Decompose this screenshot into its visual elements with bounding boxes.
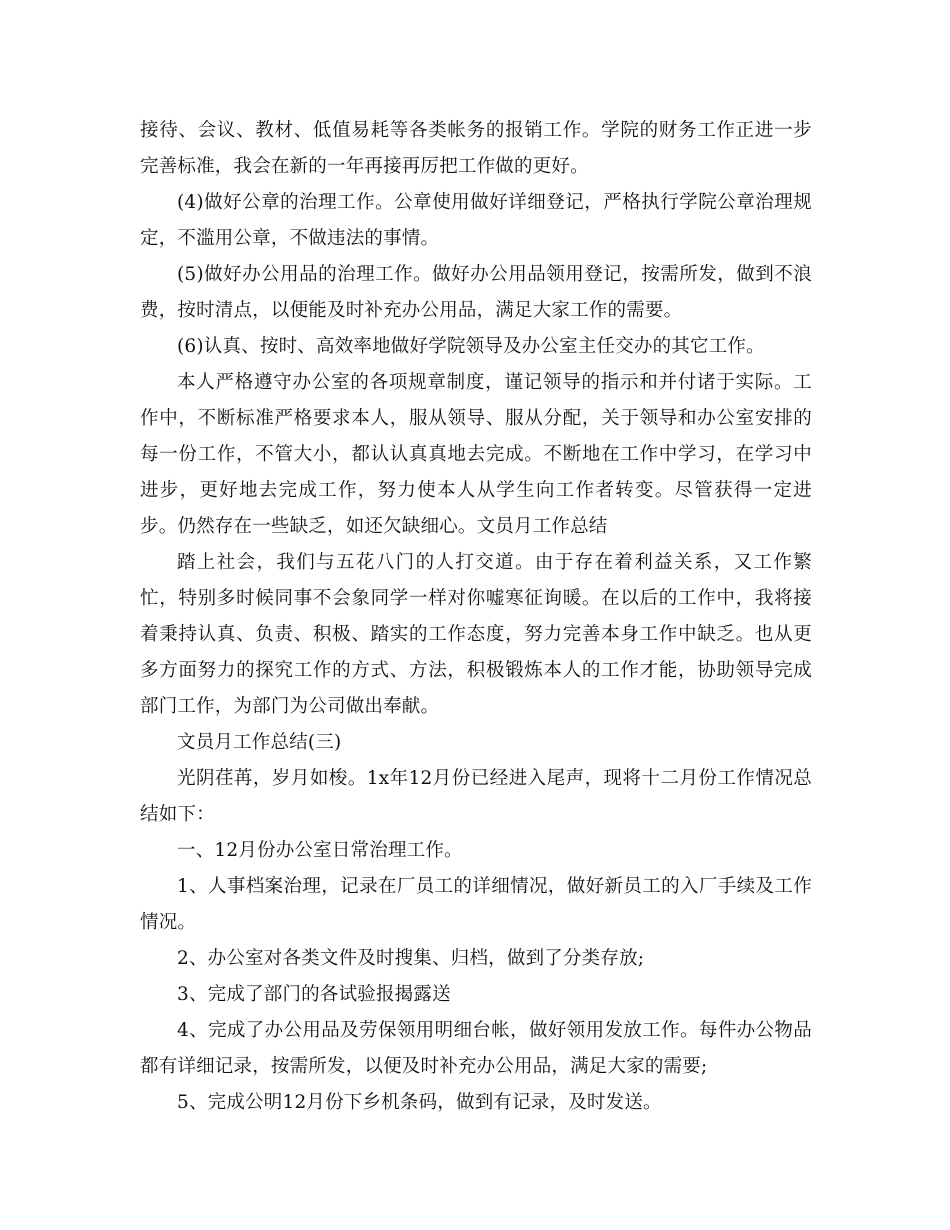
list-heading: 一、12月份办公室日常治理工作。 xyxy=(177,840,463,861)
paragraph-4: (6)认真、按时、高效率地做好学院领导及办公室主任交办的其它工作。 xyxy=(177,336,765,357)
paragraph-3: (5)做好办公用品的治理工作。做好办公用品领用登记，按需所发，做到不浪费，按时清点，以便能及时补充办公用品，满足大家工作的需要。 xyxy=(140,264,812,321)
list-item-3: 3、完成了部门的各试验报揭露送 xyxy=(177,984,451,1005)
list-item-1: 1、人事档案治理，记录在厂员工的详细情况，做好新员工的入厂手续及工作情况。 xyxy=(140,876,812,933)
list-item-2: 2、办公室对各类文件及时搜集、归档，做到了分类存放; xyxy=(177,948,645,969)
paragraph-1: 接待、会议、教材、低值易耗等各类帐务的报销工作。学院的财务工作正进一步完善标准，我会在新的一年再接再厉把工作做的更好。 xyxy=(140,120,812,177)
list-item-4: 4、完成了办公用品及劳保领用明细台帐，做好领用发放工作。每件办公物品都有详细记录，按需所发，以便及时补充办公用品，满足大家的需要; xyxy=(140,1020,812,1077)
paragraph-5: 本人严格遵守办公室的各项规章制度，谨记领导的指示和并付诸于实际。工作中，不断标准严格要求本人，服从领导、服从分配，关于领导和办公室安排的每一份工作，不管大小，都认认真真地去完成。不断地在工作中学习，在学习中进步，更好地去完成工作，努力使本人从学生向工作者转变。尽管获得一定进步。仍然存在一些缺乏，如还欠缺细心。文员月工作总结 xyxy=(140,372,812,537)
list-item-5: 5、完成公明12月份下乡机条码，做到有记录，及时发送。 xyxy=(177,1092,662,1113)
document-body xyxy=(140,113,812,1121)
paragraph-2: (4)做好公章的治理工作。公章使用做好详细登记，严格执行学院公章治理规定，不滥用公章，不做违法的事情。 xyxy=(140,192,812,249)
paragraph-8: 光阴荏苒，岁月如梭。1x年12月份已经进入尾声，现将十二月份工作情况总结如下： xyxy=(140,768,812,825)
section-heading: 文员月工作总结(三) xyxy=(177,732,342,753)
paragraph-6: 踏上社会，我们与五花八门的人打交道。由于存在着利益关系，又工作繁忙，特别多时候同事不会象同学一样对你嘘寒征询暖。在以后的工作中，我将接着秉持认真、负责、积极、踏实的工作态度，努力完善本身工作中缺乏。也从更多方面努力的探究工作的方式、方法，积极锻炼本人的工作才能，协助领导完成部门工作，为部门为公司做出奉献。 xyxy=(140,552,812,717)
